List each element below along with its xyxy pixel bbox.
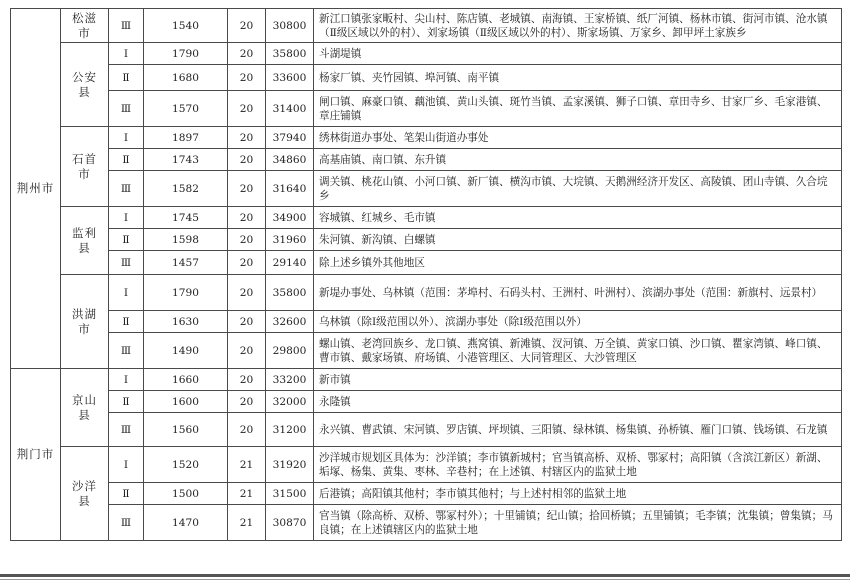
table-row	[11, 65, 842, 91]
grade-cell: Ⅲ	[109, 413, 144, 447]
area-cell: 后港镇；高阳镇其他村；李市镇其他村；与上述村相邻的监狱土地	[314, 483, 842, 505]
multiple-cell: 20	[228, 229, 266, 251]
compensation-cell: 29140	[266, 251, 314, 275]
compensation-cell: 29800	[266, 333, 314, 369]
compensation-cell: 31920	[266, 447, 314, 483]
compensation-cell: 30800	[266, 9, 314, 43]
unit-price-cell: 1790	[144, 275, 228, 311]
grade-cell: Ⅰ	[109, 275, 144, 311]
compensation-cell: 31500	[266, 483, 314, 505]
county-cell	[61, 127, 109, 207]
table-row	[11, 149, 842, 171]
multiple-cell: 21	[228, 505, 266, 541]
county-cell	[61, 9, 109, 43]
area-cell: 新江口镇张家畈村、尖山村、陈店镇、老城镇、南海镇、王家桥镇、纸厂河镇、杨林市镇、街河市镇、沧水镇（Ⅱ级区域以外的村）、刘家场镇（Ⅱ级区域以外的村）、斯家场镇、万家乡、卸甲坪土家族乡	[314, 9, 842, 43]
grade-cell: Ⅰ	[109, 207, 144, 229]
table-row	[11, 251, 842, 275]
table-row	[11, 127, 842, 149]
city-name: 荆门市	[16, 447, 55, 461]
table-row	[11, 505, 842, 541]
compensation-cell: 33600	[266, 65, 314, 91]
area-cell: 官当镇（除高桥、双桥、鄂冢村外）；十里铺镇；纪山镇；拾回桥镇；五里铺镇；毛李镇；沈集镇；曾集镇；马良镇；在上述镇辖区内的监狱土地	[314, 505, 842, 541]
area-cell: 高基庙镇、南口镇、东升镇	[314, 149, 842, 171]
area-cell: 新堤办事处、乌林镇（范围：茅埠村、石码头村、王洲村、叶洲村）、滨湖办事处（范围：新旗村、远景村）	[314, 275, 842, 311]
multiple-cell: 20	[228, 9, 266, 43]
table-row	[11, 311, 842, 333]
grade-cell: Ⅰ	[109, 127, 144, 149]
unit-price-cell: 1520	[144, 447, 228, 483]
county-name: 松滋市	[72, 10, 97, 40]
table-row	[11, 91, 842, 127]
unit-price-cell: 1560	[144, 413, 228, 447]
multiple-cell: 20	[228, 251, 266, 275]
table-row	[11, 447, 842, 483]
area-cell: 朱河镇、新沟镇、白螺镇	[314, 229, 842, 251]
area-cell: 永兴镇、曹武镇、宋河镇、罗店镇、坪坝镇、三阳镇、绿林镇、杨集镇、孙桥镇、雁门口镇、钱场镇、石龙镇	[314, 413, 842, 447]
unit-price-cell: 1470	[144, 505, 228, 541]
grade-cell: Ⅰ	[109, 369, 144, 391]
area-cell: 沙洋城市规划区具体为：沙洋镇；李市镇新城村；官当镇高桥、双桥、鄂冢村；高阳镇（含滨江新区）新湖、垢塚、杨集、黄集、枣林、辛巷村；在上述镇、村辖区内的监狱土地	[314, 447, 842, 483]
compensation-cell: 31640	[266, 171, 314, 207]
compensation-cell: 31960	[266, 229, 314, 251]
grade-cell: Ⅲ	[109, 9, 144, 43]
table-row	[11, 275, 842, 311]
multiple-cell: 20	[228, 369, 266, 391]
unit-price-cell: 1680	[144, 65, 228, 91]
table-row	[11, 207, 842, 229]
city-name: 荆州市	[16, 181, 55, 195]
bottom-rule-thin	[0, 579, 850, 580]
area-cell: 斗湖堤镇	[314, 43, 842, 65]
county-name: 石首市	[72, 151, 97, 181]
county-cell	[61, 447, 109, 541]
area-cell: 杨家厂镇、夹竹园镇、埠河镇、南平镇	[314, 65, 842, 91]
table-row	[11, 333, 842, 369]
city-cell	[11, 369, 61, 541]
compensation-cell: 32000	[266, 391, 314, 413]
unit-price-cell: 1745	[144, 207, 228, 229]
grade-cell: Ⅲ	[109, 91, 144, 127]
county-name: 公安县	[72, 69, 97, 99]
table-row	[11, 483, 842, 505]
area-cell: 永隆镇	[314, 391, 842, 413]
compensation-cell: 34860	[266, 149, 314, 171]
grade-cell: Ⅱ	[109, 149, 144, 171]
grade-cell: Ⅱ	[109, 391, 144, 413]
table-row	[11, 9, 842, 43]
table-row	[11, 369, 842, 391]
compensation-cell: 35800	[266, 43, 314, 65]
multiple-cell: 20	[228, 91, 266, 127]
county-cell	[61, 369, 109, 447]
area-cell: 闸口镇、麻豪口镇、藕池镇、黄山头镇、斑竹当镇、孟家溪镇、狮子口镇、章田寺乡、甘家厂乡、毛家港镇、章庄铺镇	[314, 91, 842, 127]
table-row	[11, 413, 842, 447]
county-cell	[61, 207, 109, 275]
grade-cell: Ⅲ	[109, 171, 144, 207]
compensation-cell: 32600	[266, 311, 314, 333]
table-row	[11, 171, 842, 207]
unit-price-cell: 1598	[144, 229, 228, 251]
county-cell	[61, 43, 109, 127]
area-cell: 新市镇	[314, 369, 842, 391]
grade-cell: Ⅱ	[109, 229, 144, 251]
grade-cell: Ⅱ	[109, 311, 144, 333]
unit-price-cell: 1540	[144, 9, 228, 43]
compensation-cell: 37940	[266, 127, 314, 149]
county-name: 洪湖市	[72, 306, 97, 336]
unit-price-cell: 1660	[144, 369, 228, 391]
unit-price-cell: 1630	[144, 311, 228, 333]
grade-cell: Ⅰ	[109, 447, 144, 483]
table-row	[11, 391, 842, 413]
multiple-cell: 21	[228, 447, 266, 483]
grade-cell: Ⅲ	[109, 505, 144, 541]
compensation-cell: 30870	[266, 505, 314, 541]
multiple-cell: 20	[228, 413, 266, 447]
area-cell: 容城镇、红城乡、毛市镇	[314, 207, 842, 229]
table-row	[11, 43, 842, 65]
table-row	[11, 229, 842, 251]
county-cell	[61, 275, 109, 369]
multiple-cell: 20	[228, 207, 266, 229]
compensation-cell: 31200	[266, 413, 314, 447]
multiple-cell: 21	[228, 483, 266, 505]
land-compensation-table	[10, 8, 842, 541]
multiple-cell: 20	[228, 65, 266, 91]
grade-cell: Ⅰ	[109, 43, 144, 65]
multiple-cell: 20	[228, 127, 266, 149]
unit-price-cell: 1790	[144, 43, 228, 65]
unit-price-cell: 1500	[144, 483, 228, 505]
bottom-rule	[0, 574, 850, 577]
county-name: 监利县	[72, 225, 97, 255]
county-name: 沙洋县	[72, 478, 97, 508]
multiple-cell: 20	[228, 391, 266, 413]
city-cell	[11, 9, 61, 369]
unit-price-cell: 1743	[144, 149, 228, 171]
grade-cell: Ⅱ	[109, 65, 144, 91]
multiple-cell: 20	[228, 311, 266, 333]
compensation-cell: 34900	[266, 207, 314, 229]
unit-price-cell: 1570	[144, 91, 228, 127]
area-cell: 螺山镇、老湾回族乡、龙口镇、燕窝镇、新滩镇、汊河镇、万全镇、黄家口镇、沙口镇、瞿家湾镇、峰口镇、曹市镇、戴家场镇、府场镇、小港管理区、大同管理区、大沙管理区	[314, 333, 842, 369]
multiple-cell: 20	[228, 275, 266, 311]
compensation-cell: 33200	[266, 369, 314, 391]
county-name: 京山县	[72, 392, 97, 422]
table-body	[11, 9, 842, 541]
area-cell: 调关镇、桃花山镇、小河口镇、新厂镇、横沟市镇、大垸镇、天鹅洲经济开发区、高陵镇、团山寺镇、久合垸乡	[314, 171, 842, 207]
multiple-cell: 20	[228, 43, 266, 65]
compensation-cell: 31400	[266, 91, 314, 127]
multiple-cell: 20	[228, 333, 266, 369]
unit-price-cell: 1600	[144, 391, 228, 413]
multiple-cell: 20	[228, 171, 266, 207]
unit-price-cell: 1457	[144, 251, 228, 275]
grade-cell: Ⅲ	[109, 333, 144, 369]
area-cell: 绣林街道办事处、笔架山街道办事处	[314, 127, 842, 149]
multiple-cell: 20	[228, 149, 266, 171]
unit-price-cell: 1490	[144, 333, 228, 369]
unit-price-cell: 1897	[144, 127, 228, 149]
grade-cell: Ⅲ	[109, 251, 144, 275]
area-cell: 乌林镇（除Ⅰ级范围以外）、滨湖办事处（除Ⅰ级范围以外）	[314, 311, 842, 333]
area-cell: 除上述乡镇外其他地区	[314, 251, 842, 275]
compensation-cell: 35800	[266, 275, 314, 311]
unit-price-cell: 1582	[144, 171, 228, 207]
grade-cell: Ⅱ	[109, 483, 144, 505]
